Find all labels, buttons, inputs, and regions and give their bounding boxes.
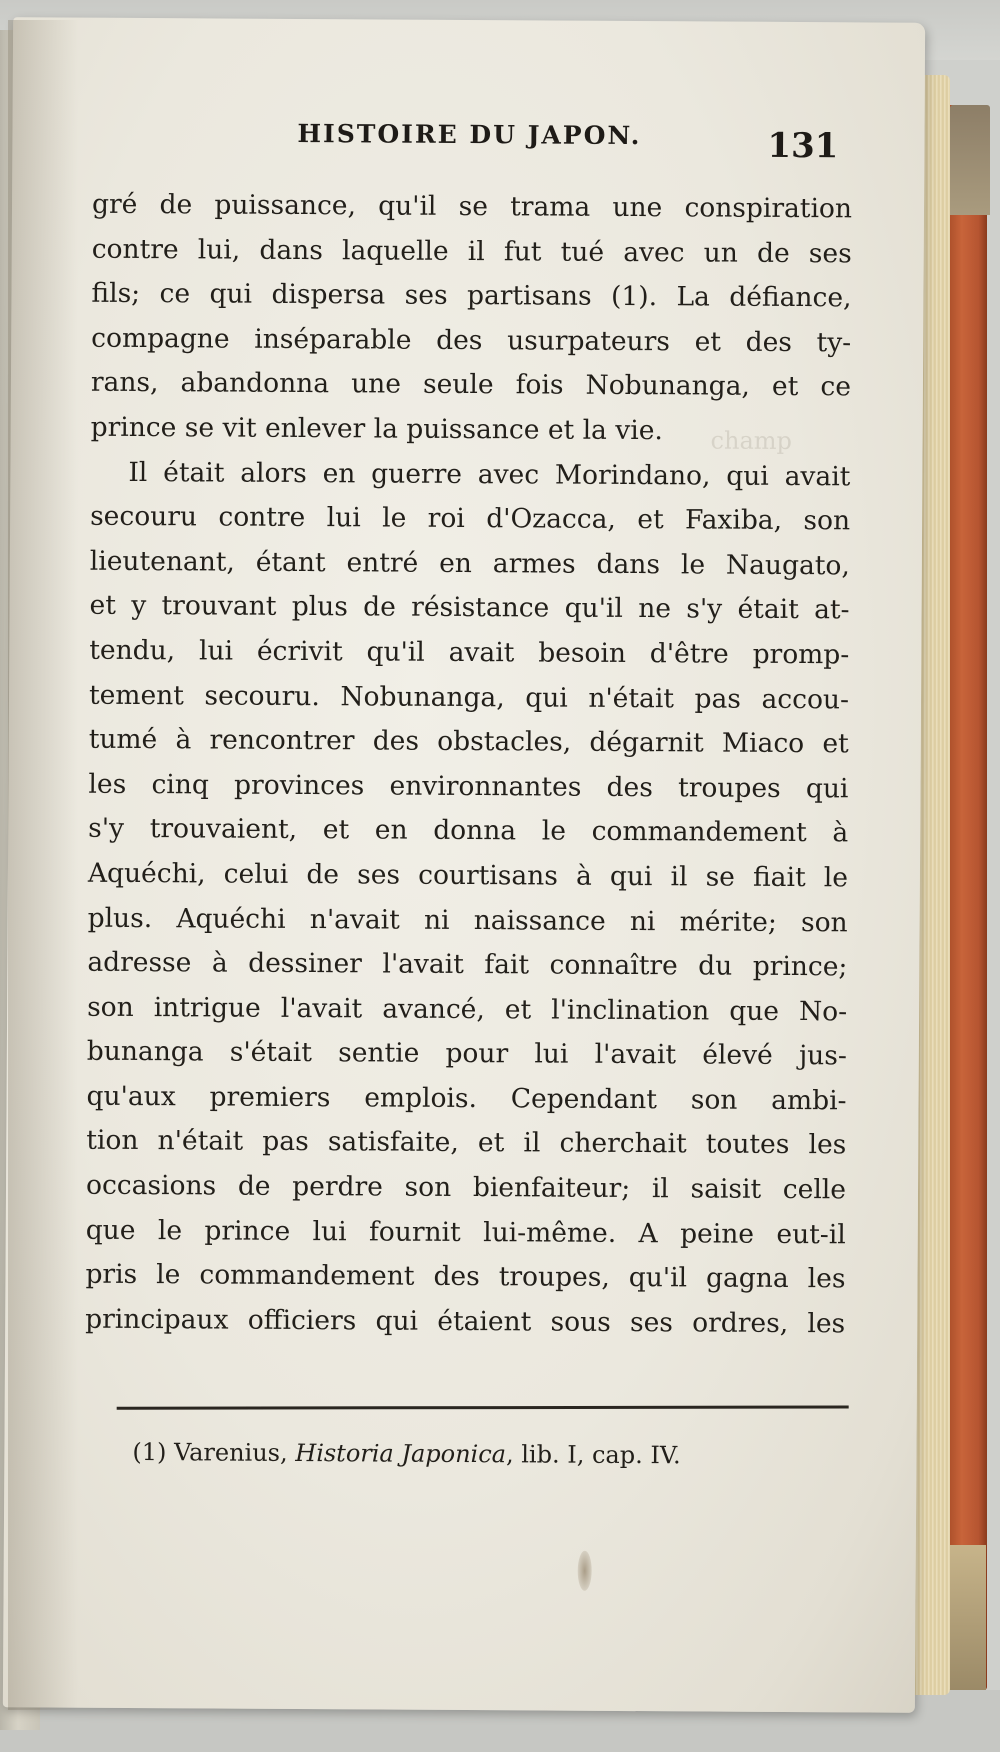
text-line: contre lui, dans laquelle il fut tué avec un de ses [91, 233, 852, 269]
text-line: occasions de perdre son bienfaiteur; il saisit celle [85, 1169, 847, 1206]
text-line: que le prince lui fournit lui-même. A peine eut-il [85, 1214, 846, 1250]
footnote-marker: (1) Varenius, [132, 1437, 296, 1467]
text-line: bunanga s'était sentie pour lui l'avait élevé jus- [86, 1035, 847, 1072]
book-page [3, 17, 925, 1713]
text-line: tendu, lui écrivit qu'il avait besoin d'être promp- [89, 634, 850, 671]
text-line: rans, abandonna une seule fois Nobunanga, et ce [90, 367, 852, 403]
footnote-rule [117, 1405, 849, 1409]
text-line: adresse à dessiner l'avait fait connaître du prince; [87, 946, 848, 983]
text-line: les cinq provinces environnantes des troupes qui [88, 768, 849, 805]
text-line: compagne inséparable des usurpateurs et des ty- [91, 322, 852, 359]
text-line: Aquéchi, celui de ses courtisans à qui il se fiait le [87, 857, 849, 894]
text-line: qu'aux premiers emplois. Cependant son ambi- [86, 1080, 847, 1117]
text-line: son intrigue l'avait avancé, et l'inclination que No- [87, 991, 848, 1028]
text-line: s'y trouvaient, et en donna le commandement à [88, 813, 849, 849]
show-through-text: champ [710, 426, 793, 455]
cover-top-wear [950, 105, 990, 215]
text-line: et y trouvant plus de résistance qu'il ne s'y était at- [89, 590, 850, 626]
text-line: tumé à rencontrer des obstacles, dégarnit Miaco et [88, 723, 849, 760]
text-line: Il était alors en guerre avec Morindano, qui avait [128, 456, 851, 492]
footnote-work-title: Historia Japonica [295, 1438, 507, 1469]
text-line: secouru contre lui le roi d'Ozacca, et Faxiba, son [90, 500, 851, 537]
body-text [85, 183, 852, 1347]
text-line: pris le commandement des troupes, qu'il gagna les [85, 1258, 846, 1295]
footnote-reference: , lib. I, cap. IV. [505, 1440, 681, 1470]
text-line: lieutenant, étant entré en armes dans le Naugato, [89, 545, 850, 582]
page-number: 131 [767, 125, 839, 167]
paper-stain [578, 1551, 592, 1591]
text-line: prince se vit enlever la puissance et la vie. [90, 411, 663, 447]
footnote [132, 1438, 680, 1469]
text-line: tion n'était pas satisfaite, et il cherchait toutes les [86, 1125, 847, 1161]
text-line: gré de puissance, qu'il se trama une conspiration [91, 188, 853, 225]
cover-bottom-wear [948, 1545, 986, 1690]
text-line: fils; ce qui dispersa ses partisans (1). La défiance, [91, 277, 852, 314]
book-cover-edge [945, 105, 987, 1690]
text-line: principaux officiers qui étaient sous ses ordres, les [85, 1303, 846, 1340]
text-line: tement secouru. Nobunanga, qui n'était pas accou- [88, 679, 850, 715]
running-title: HISTOIRE DU JAPON. [297, 118, 642, 151]
text-line: plus. Aquéchi n'avait ni naissance ni mérite; son [87, 902, 848, 938]
